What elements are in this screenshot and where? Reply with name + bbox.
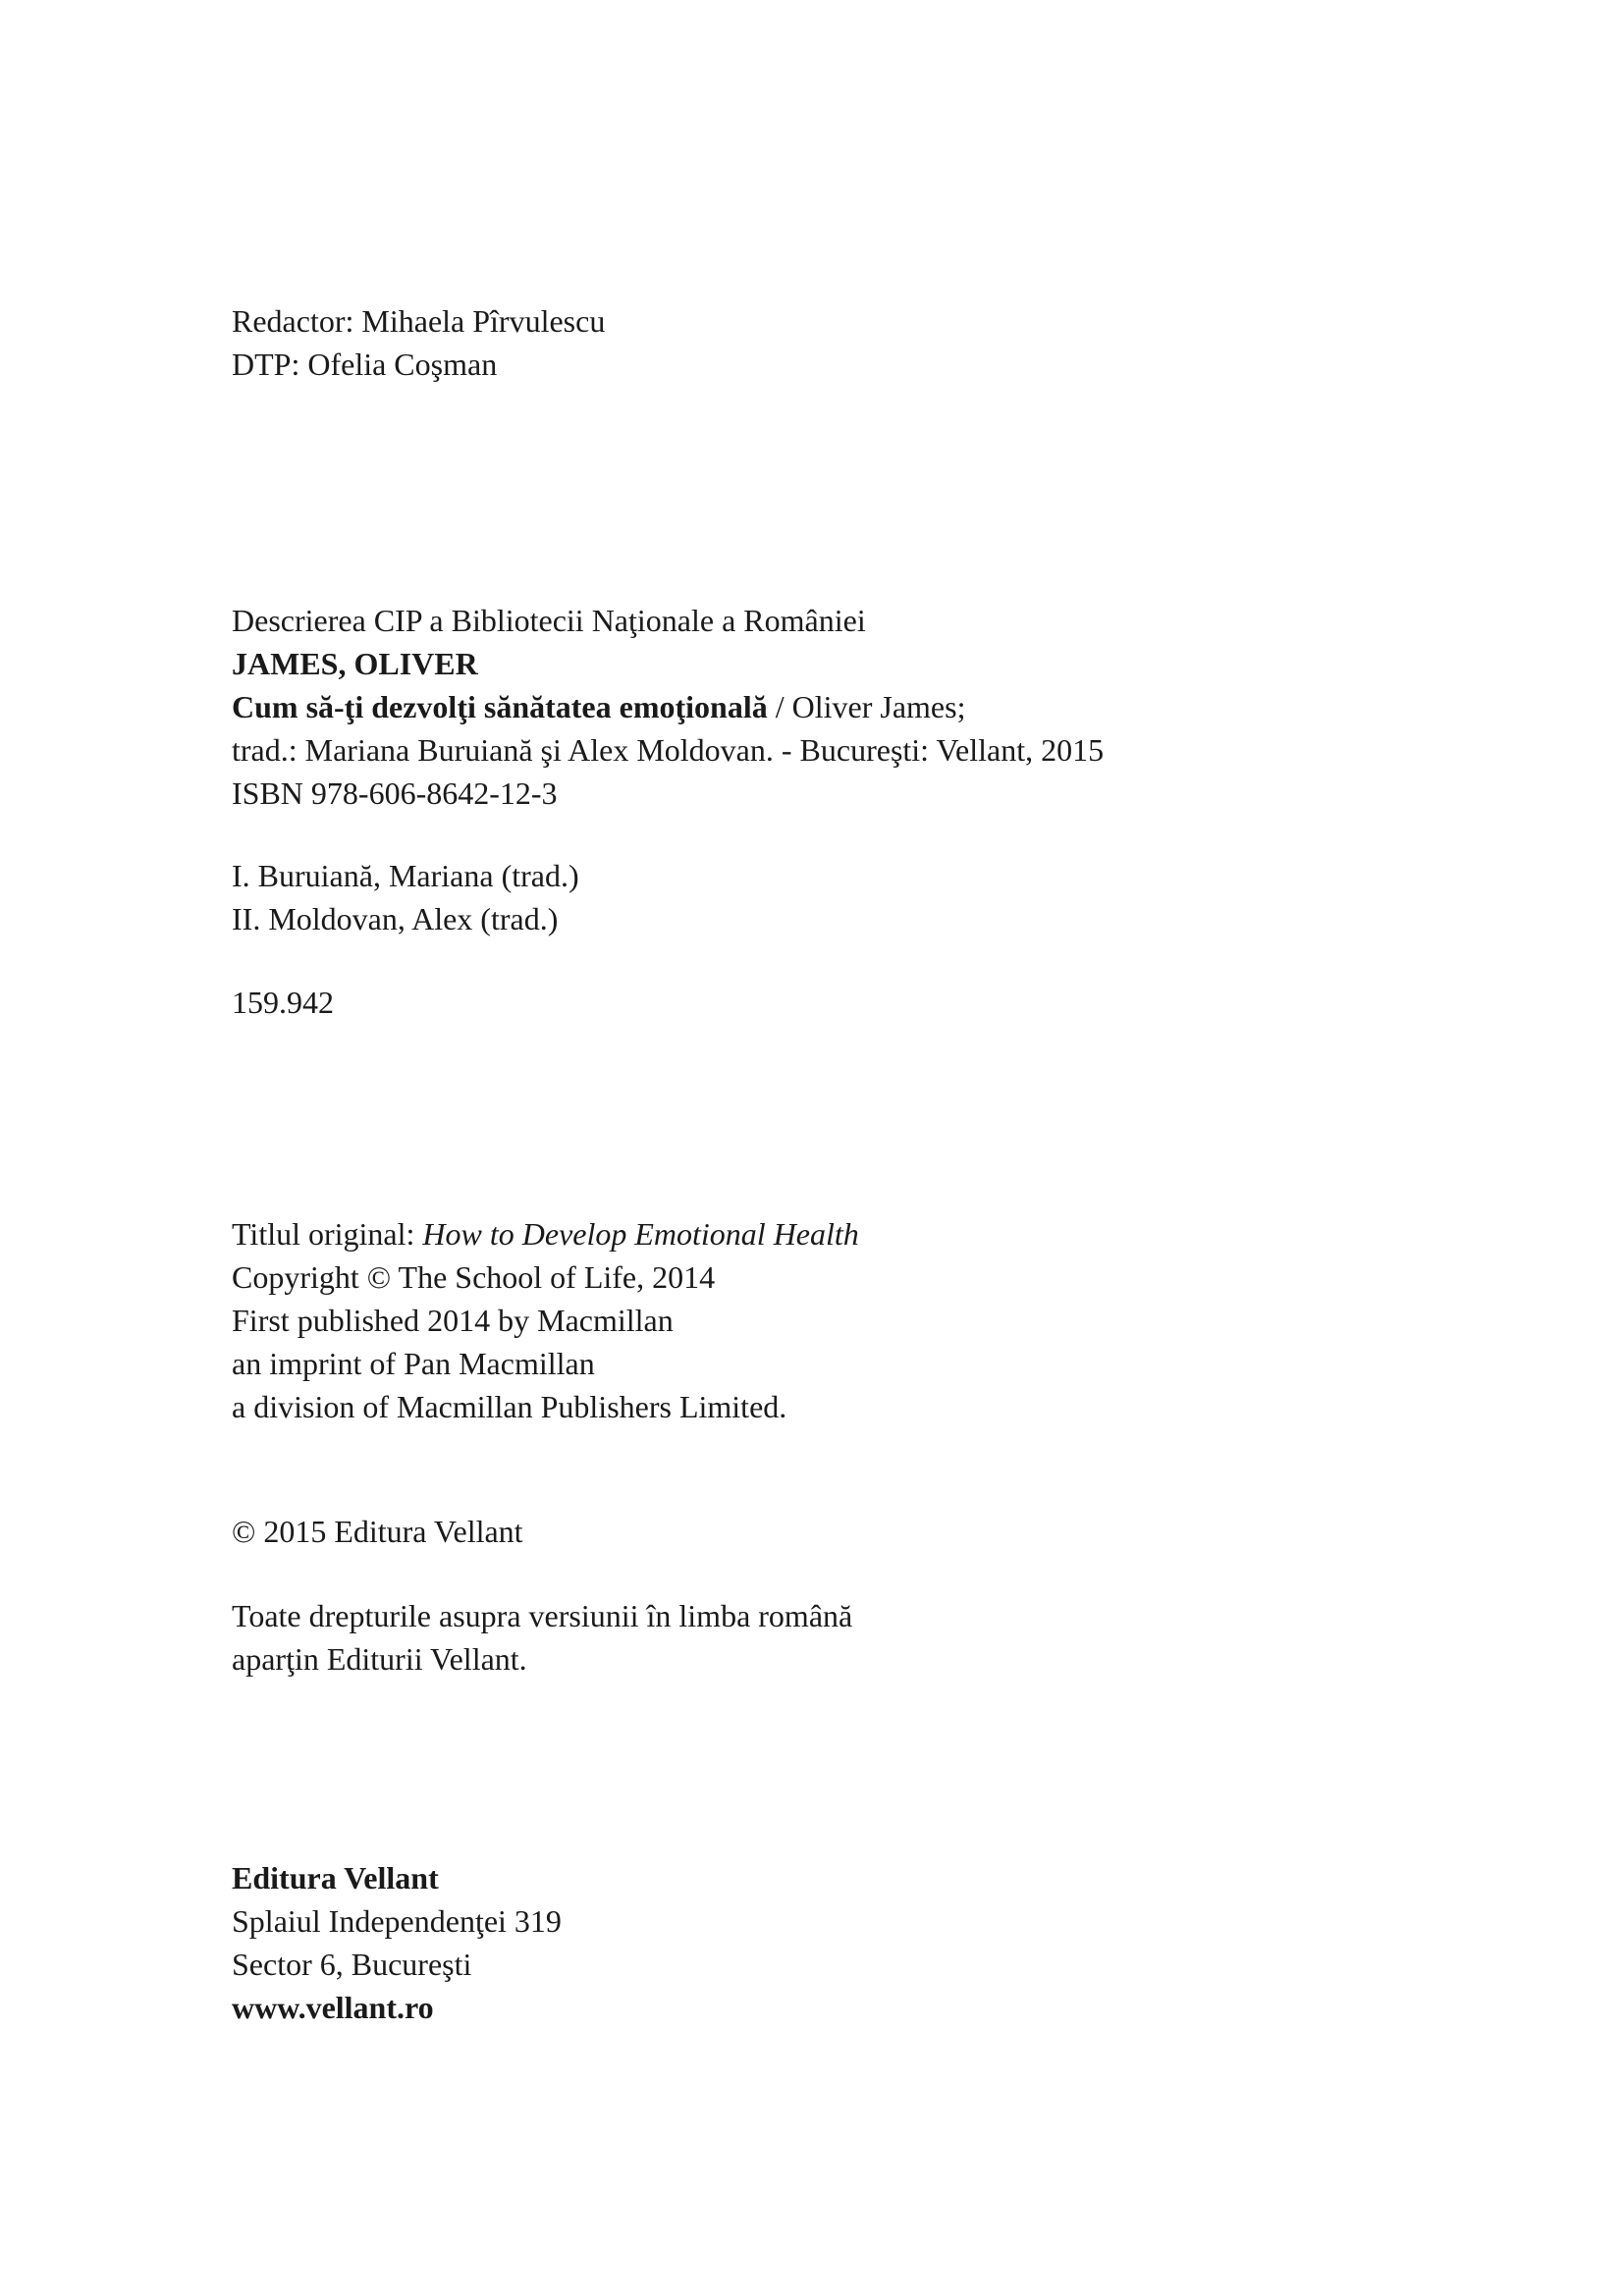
cip-translation-line: trad.: Mariana Buruiană şi Alex Moldovan. - Bucureşti: Vellant, 2015 [232,732,1105,768]
original-title-line [232,1212,1410,1255]
cip-heading: Descrierea CIP a Bibliotecii Naţionale a României [232,603,866,638]
cip-book-title: Cum să-ţi dezvolţi sănătatea emoţională [232,689,768,724]
publisher-name: Editura Vellant [232,1860,439,1896]
rights-line-2: aparţin Editurii Vellant. [232,1641,527,1677]
division: a division of Macmillan Publishers Limited. [232,1389,787,1424]
cip-author: JAMES, OLIVER [232,646,478,681]
first-published: First published 2014 by Macmillan [232,1303,674,1338]
credits-block [232,299,1410,386]
cip-title-author: / Oliver James; [767,689,966,724]
original-copyright: Copyright © The School of Life, 2014 [232,1259,716,1295]
original-title: How to Develop Emotional Health [422,1216,859,1252]
original-title-label: Titlul original: [232,1216,423,1252]
original-edition-block [232,1212,1410,1428]
cip-description-block [232,599,1410,815]
rights-line-1: Toate drepturile asupra versiunii în limba română [232,1598,853,1633]
imprint: an imprint of Pan Macmillan [232,1346,595,1381]
cip-translators-block [232,854,1410,940]
editor-credit: Redactor: Mihaela Pîrvulescu [232,303,606,339]
rights-block [232,1594,1410,1681]
publisher-city: Sector 6, Bucureşti [232,1947,472,1982]
cip-translator-2: II. Moldovan, Alex (trad.) [232,901,559,936]
romanian-copyright: © 2015 Editura Vellant [232,1514,523,1549]
cip-translator-1: I. Buruiană, Mariana (trad.) [232,858,579,893]
publisher-website: www.vellant.ro [232,1990,434,2025]
dtp-credit: DTP: Ofelia Coşman [232,347,498,382]
publisher-block [232,1856,1410,2029]
cip-isbn: ISBN 978-606-8642-12-3 [232,775,558,811]
romanian-copyright-block [232,1510,1410,1553]
cip-classification-block [232,981,1410,1024]
cip-title-line [232,685,1410,728]
cip-classification: 159.942 [232,985,334,1020]
publisher-street: Splaiul Independenţei 319 [232,1903,562,1939]
